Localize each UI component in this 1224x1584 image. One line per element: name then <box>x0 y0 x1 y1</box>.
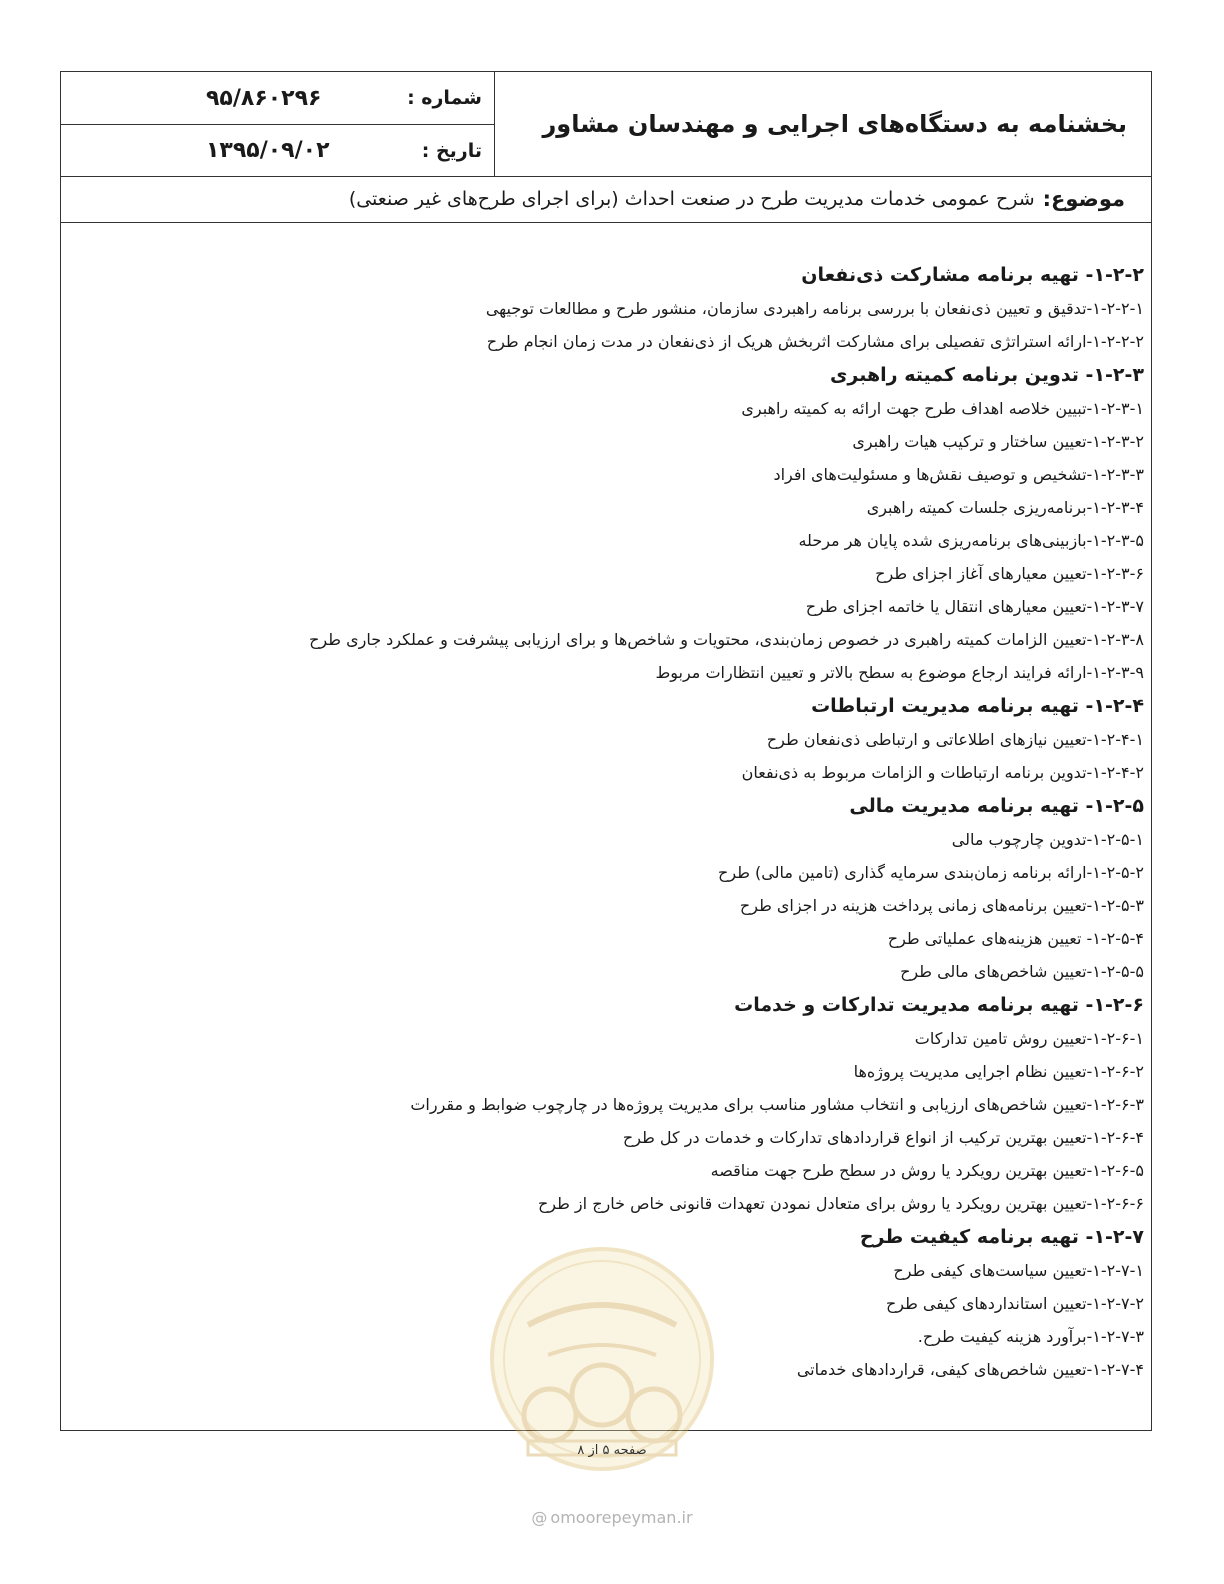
section-heading: ۱-۲-۳- تدوین برنامه کمیته راهبری <box>829 364 1144 386</box>
number-label: شماره : <box>407 87 482 109</box>
subject-row <box>61 176 1151 223</box>
header-row <box>61 72 1151 177</box>
list-item: ۱-۲-۵-۳-تعیین برنامه‌های زمانی پرداخت هزینه در اجزای طرح <box>739 896 1144 915</box>
subject <box>61 176 1151 222</box>
list-item: ۱-۲-۲-۲-ارائه استراتژی تفصیلی برای مشارکت اثربخش هریک از ذی‌نفعان در مدت زمان انجام طرح <box>486 332 1144 351</box>
list-item: ۱-۲-۳-۷-تعیین معیارهای انتقال یا خاتمه اجزای طرح <box>805 597 1144 616</box>
list-item: ۱-۲-۴-۲-تدوین برنامه ارتباطات و الزامات مربوط به ذی‌نفعان <box>741 763 1144 782</box>
document-body <box>144 258 1144 1386</box>
date-label: تاریخ : <box>421 139 482 162</box>
section-heading: ۱-۲-۷- تهیه برنامه کیفیت طرح <box>859 1226 1144 1248</box>
list-item: ۱-۲-۳-۴-برنامه‌ریزی جلسات کمیته راهبری <box>866 498 1144 517</box>
list-item: ۱-۲-۶-۲-تعیین نظام اجرایی مدیریت پروژه‌ها <box>853 1062 1144 1081</box>
list-item: ۱-۲-۳-۹-ارائه فرایند ارجاع موضوع به سطح بالاتر و تعیین انتظارات مربوط <box>655 663 1144 682</box>
watermark-seal-icon <box>488 1245 716 1473</box>
list-item: ۱-۲-۴-۱-تعیین نیازهای اطلاعاتی و ارتباطی ذی‌نفعان طرح <box>766 730 1144 749</box>
list-item: ۱-۲-۵-۴- تعیین هزینه‌های عملیاتی طرح <box>887 929 1144 948</box>
list-item: ۱-۲-۶-۴-تعیین بهترین ترکیب از انواع قراردادهای تدارکات و خدمات در کل طرح <box>622 1128 1144 1147</box>
list-item: ۱-۲-۵-۲-ارائه برنامه زمان‌بندی سرمایه گذاری (تامین مالی) طرح <box>718 863 1144 882</box>
subject-label: موضوع: <box>1042 187 1125 211</box>
list-item: ۱-۲-۲-۱-تدقیق و تعیین ذی‌نفعان با بررسی برنامه راهبردی سازمان، منشور طرح و مطالعات توجیهی <box>485 299 1144 318</box>
list-item: ۱-۲-۷-۲-تعیین استانداردهای کیفی طرح <box>885 1294 1144 1313</box>
list-item: ۱-۲-۵-۵-تعیین شاخص‌های مالی طرح <box>900 962 1144 981</box>
list-item: ۱-۲-۶-۳-تعیین شاخص‌های ارزیابی و انتخاب مشاور مناسب برای مدیریت پروژه‌ها در چارچوب ضوابط و مقررات <box>410 1095 1144 1114</box>
list-item: ۱-۲-۳-۸-تعیین الزامات کمیته راهبری در خصوص زمان‌بندی، محتویات و شاخص‌ها و برای ارزیابی پیشرفت و عملکرد جاری طرح <box>309 630 1144 649</box>
subject-text: شرح عمومی خدمات مدیریت طرح در صنعت احداث (برای اجرای طرح‌های غیر صنعتی) <box>348 188 1035 210</box>
at-icon: @ <box>531 1508 548 1527</box>
list-item: ۱-۲-۳-۳-تشخیص و توصیف نقش‌ها و مسئولیت‌های افراد <box>773 465 1144 484</box>
section-heading: ۱-۲-۴- تهیه برنامه مدیریت ارتباطات <box>811 695 1144 717</box>
page-number: صفحه ۵ از ۸ <box>577 1443 647 1458</box>
watermark-site-text: omoorepeyman.ir <box>550 1508 693 1527</box>
list-item: ۱-۲-۶-۶-تعیین بهترین رویکرد یا روش برای متعادل نمودن تعهدات قانونی خاص خارج از طرح <box>537 1194 1144 1213</box>
list-item: ۱-۲-۳-۶-تعیین معیارهای آغاز اجزای طرح <box>875 564 1144 583</box>
list-item: ۱-۲-۷-۳-برآورد هزینه کیفیت طرح. <box>917 1327 1144 1346</box>
list-item: ۱-۲-۶-۱-تعیین روش تامین تدارکات <box>914 1029 1144 1048</box>
list-item: ۱-۲-۵-۱-تدوین چارچوب مالی <box>951 830 1144 849</box>
list-item: ۱-۲-۶-۵-تعیین بهترین رویکرد یا روش در سطح طرح جهت مناقصه <box>710 1161 1144 1180</box>
list-item: ۱-۲-۳-۲-تعیین ساختار و ترکیب هیات راهبری <box>852 432 1144 451</box>
number-value: ۹۵/۸۶۰۲۹۶ <box>206 85 322 111</box>
section-heading: ۱-۲-۲- تهیه برنامه مشارکت ذی‌نفعان <box>801 264 1144 286</box>
section-heading: ۱-۲-۵- تهیه برنامه مدیریت مالی <box>849 795 1144 817</box>
date-value: ۱۳۹۵/۰۹/۰۲ <box>206 138 330 163</box>
list-item: ۱-۲-۷-۱-تعیین سیاست‌های کیفی طرح <box>893 1261 1144 1280</box>
watermark-site <box>0 1508 1224 1527</box>
list-item: ۱-۲-۷-۴-تعیین شاخص‌های کیفی، قراردادهای خدماتی <box>796 1360 1144 1379</box>
document-title: بخشنامه به دستگاه‌های اجرایی و مهندسان مشاور <box>542 110 1127 138</box>
section-heading: ۱-۲-۶- تهیه برنامه مدیریت تدارکات و خدمات <box>734 994 1144 1016</box>
list-item: ۱-۲-۳-۱-تبیین خلاصه اهداف طرح جهت ارائه به کمیته راهبری <box>741 399 1144 418</box>
list-item: ۱-۲-۳-۵-بازبینی‌های برنامه‌ریزی شده پایان هر مرحله <box>798 531 1144 550</box>
